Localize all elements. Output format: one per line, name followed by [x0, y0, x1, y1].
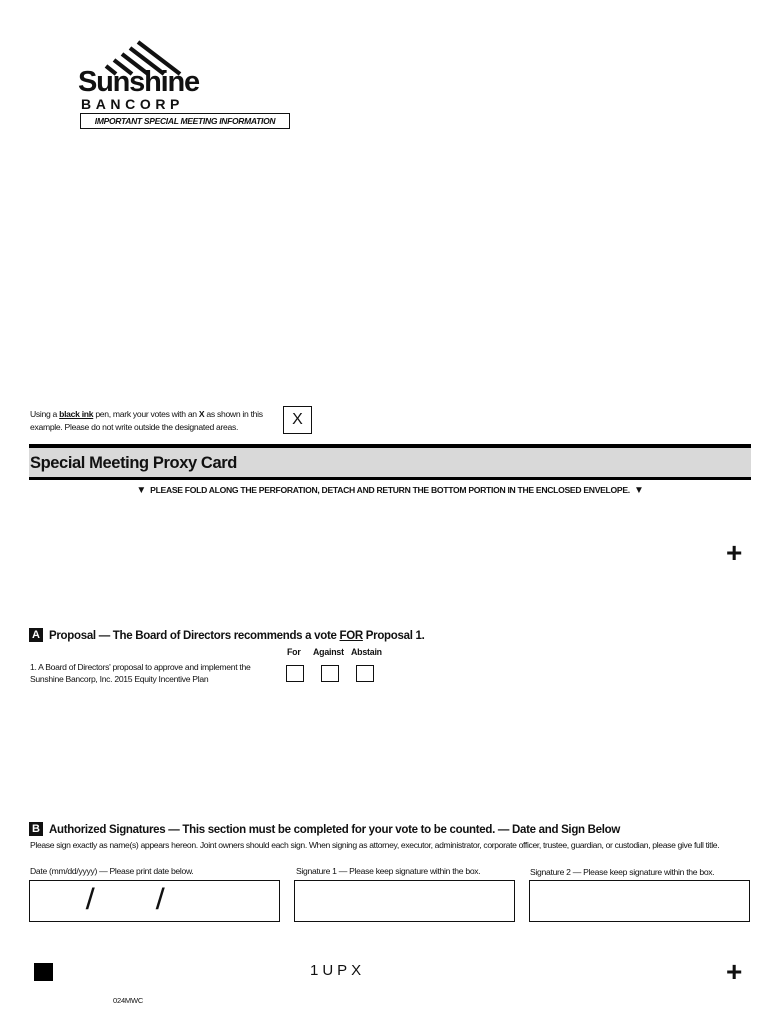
example-mark-box: X [283, 406, 312, 434]
title-band-bottom-rule [29, 477, 751, 480]
column-for: For [287, 647, 301, 657]
card-title: Special Meeting Proxy Card [30, 454, 237, 472]
signature-1-label: Signature 1 — Please keep signature within the box. [296, 866, 481, 876]
alignment-mark [34, 963, 53, 981]
signature-instructions: Please sign exactly as name(s) appears hereon. Joint owners should each sign. When signing as attorney, executor, administrator, corporate officer, trustee, guardian, or custodian, please give full title. [30, 840, 720, 850]
registration-mark-icon: + [726, 956, 743, 987]
meeting-info-badge: IMPORTANT SPECIAL MEETING INFORMATION [80, 113, 290, 129]
down-arrow-icon: ▼ [136, 485, 146, 496]
proposal-1-text: 1. A Board of Directors' proposal to approve and implement the Sunshine Bancorp, Inc. 2015 Equity Incentive Plan [30, 662, 251, 684]
fold-instruction: ▼ PLEASE FOLD ALONG THE PERFORATION, DETACH AND RETURN THE BOTTOM PORTION IN THE ENCLOSED ENVELOPE. ▼ [136, 485, 644, 496]
down-arrow-icon: ▼ [634, 485, 644, 496]
date-separator: / [85, 883, 95, 916]
proposal-1-abstain-checkbox[interactable] [356, 665, 374, 682]
brand-name: Sunshine [78, 66, 199, 98]
marking-instructions: Using a black ink pen, mark your votes with an X as shown in this example. Please do not write outside the designated areas. [30, 409, 263, 432]
form-code: 1UPX [310, 962, 366, 979]
date-label: Date (mm/dd/yyyy) — Please print date below. [30, 866, 194, 876]
small-form-code: 024MWC [113, 996, 144, 1005]
section-a-letter: A [29, 628, 43, 642]
section-b-title: Authorized Signatures — This section must be completed for your vote to be counted. — Date and Sign Below [49, 824, 621, 836]
date-field[interactable] [29, 880, 280, 922]
section-b-letter: B [29, 822, 43, 836]
signature-2-label: Signature 2 — Please keep signature within the box. [530, 867, 715, 877]
date-separator: / [155, 883, 165, 916]
proposal-1-against-checkbox[interactable] [321, 665, 339, 682]
column-against: Against [313, 647, 344, 657]
brand-subtitle: BANCORP [81, 96, 184, 112]
section-a-title: Proposal — The Board of Directors recommends a vote FOR Proposal 1. [49, 630, 425, 642]
signature-1-field[interactable] [294, 880, 515, 922]
black-ink-emphasis: black ink [59, 409, 94, 419]
registration-mark-icon: + [726, 537, 743, 568]
proposal-1-for-checkbox[interactable] [286, 665, 304, 682]
column-abstain: Abstain [351, 647, 382, 657]
signature-2-field[interactable] [529, 880, 750, 922]
